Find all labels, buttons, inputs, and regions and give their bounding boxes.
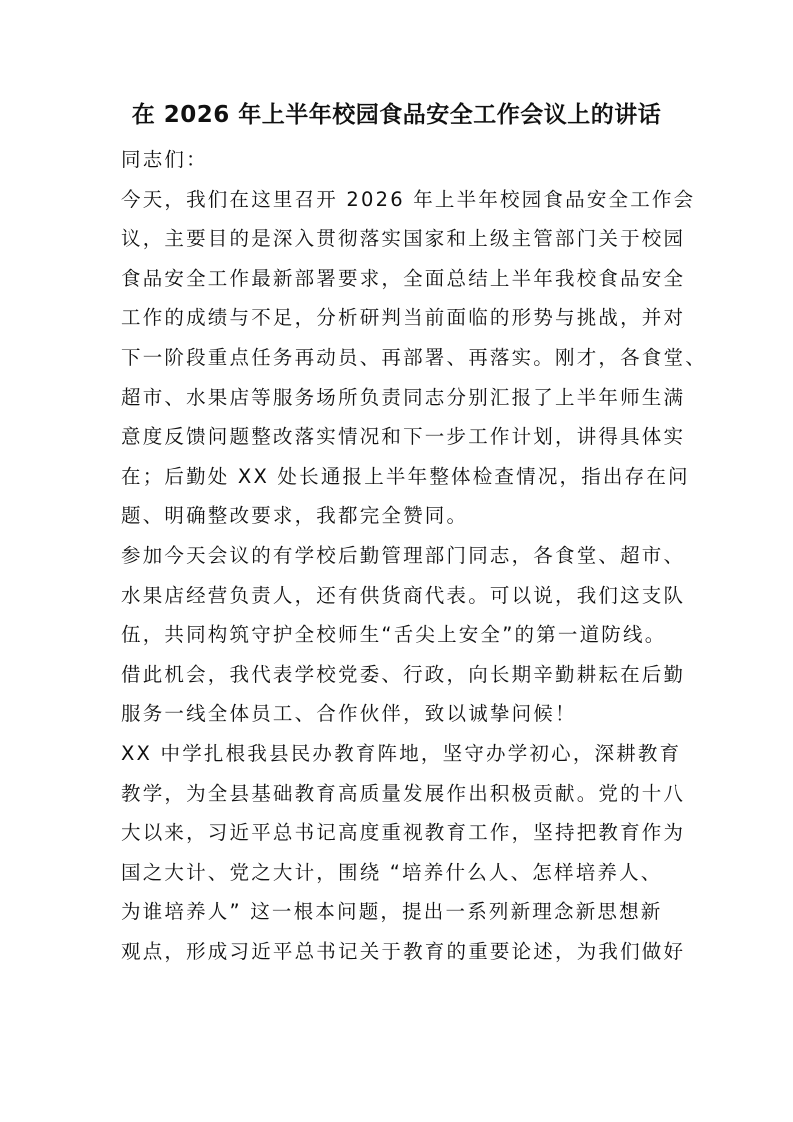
body-line: 题、明确整改要求，我都完全赞同。 bbox=[121, 504, 469, 528]
body-line: 在；后勤处 XX 处长通报上半年整体检查情况，指出存在问 bbox=[121, 464, 690, 488]
document-title: 在 2026 年上半年校园食品安全工作会议上的讲话 bbox=[131, 102, 662, 128]
body-line: 观点，形成习近平总书记关于教育的重要论述，为我们做好 bbox=[121, 939, 686, 963]
body-line: 食品安全工作最新部署要求，全面总结上半年我校食品安全 bbox=[121, 266, 686, 290]
body-line: XX 中学扎根我县民办教育阵地，坚守办学初心，深耕教育 bbox=[121, 741, 682, 765]
body-line: 借此机会，我代表学校党委、行政，向长期辛勤耕耘在后勤 bbox=[121, 662, 686, 686]
salutation-line: 同志们： bbox=[121, 148, 208, 171]
body-line: 议，主要目的是深入贯彻落实国家和上级主管部门关于校园 bbox=[121, 227, 686, 251]
body-line: 服务一线全体员工、合作伙伴，致以诚挚问候！ bbox=[121, 702, 577, 726]
body-line: 今天，我们在这里召开 2026 年上半年校园食品安全工作会 bbox=[121, 187, 696, 211]
body-line: 国之大计、党之大计，围绕 “培养什么人、怎样培养人、 bbox=[121, 860, 663, 884]
body-line: 水果店经营负责人，还有供货商代表。可以说，我们这支队 bbox=[121, 583, 686, 607]
body-line: 参加今天会议的有学校后勤管理部门同志，各食堂、超市、 bbox=[121, 543, 686, 567]
body-line: 教学，为全县基础教育高质量发展作出积极贡献。党的十八 bbox=[121, 781, 686, 805]
body-line: 工作的成绩与不足，分析研判当前面临的形势与挑战，并对 bbox=[121, 306, 686, 330]
body-line: 下一阶段重点任务再动员、再部署、再落实。刚才，各食堂、 bbox=[121, 345, 707, 369]
document-body bbox=[121, 140, 707, 971]
body-line: 为谁培养人” 这一根本问题，提出一系列新理念新思想新 bbox=[121, 900, 663, 924]
body-line: 伍，共同构筑守护全校师生“舌尖上安全”的第一道防线。 bbox=[121, 623, 667, 647]
body-line: 大以来，习近平总书记高度重视教育工作，坚持把教育作为 bbox=[121, 821, 686, 845]
body-line: 意度反馈问题整改落实情况和下一步工作计划，讲得具体实 bbox=[121, 425, 686, 449]
body-line: 超市、水果店等服务场所负责同志分别汇报了上半年师生满 bbox=[121, 385, 686, 409]
